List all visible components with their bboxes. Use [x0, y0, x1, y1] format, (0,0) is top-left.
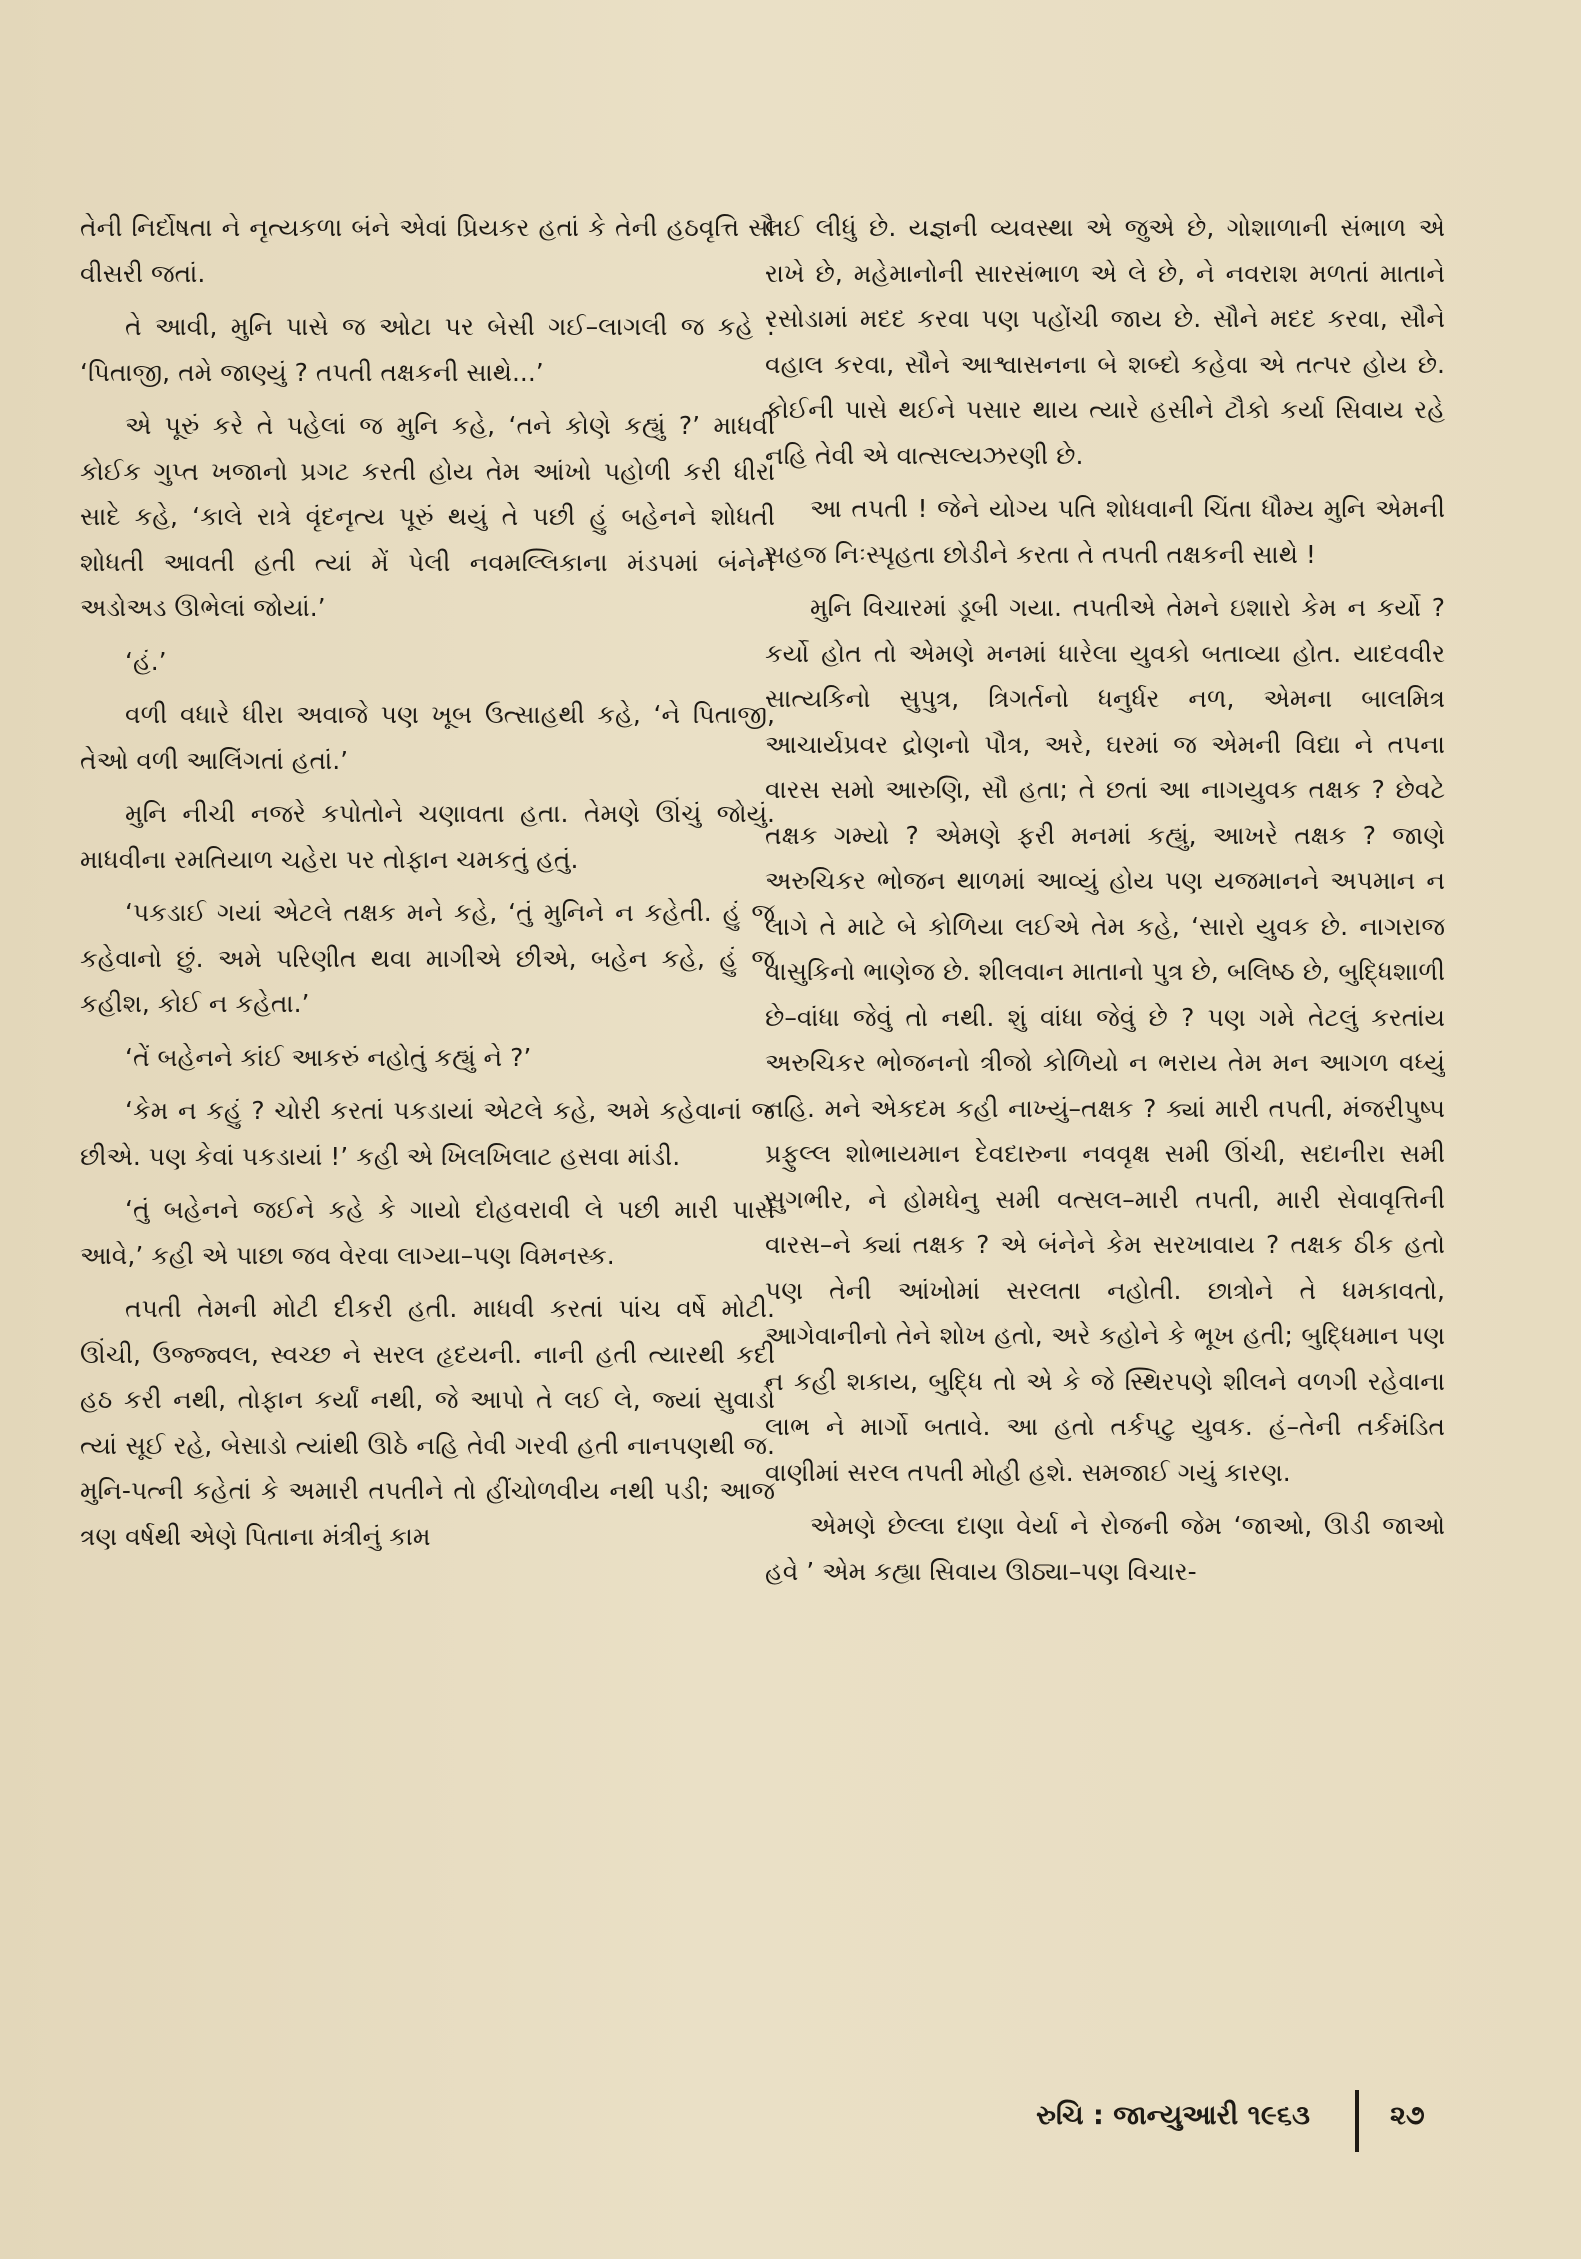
- paragraph: ‘તું બહેનને જઈને કહે કે ગાયો દોહવરાવી લે પછી મારી પાસે આવે,’ કહી એ પાછા જવ વેરવા લાગ્યા–પણ વિમનસ્ક.: [80, 1195, 775, 1270]
- paragraph: તેની નિર્દોષતા ને નૃત્યકળા બંને એવાં પ્રિયકર હતાં કે તેની હઠવૃત્તિ સૌ વીસરી જતાં.: [80, 213, 775, 288]
- paragraph: મુનિ નીચી નજરે કપોતોને ચણાવતા હતા. તેમણે ઊંચું જોયું. માધવીના રમતિયાળ ચહેરા પર તોફાન ચમકતું હતું.: [80, 799, 775, 874]
- footer-divider: [1355, 2090, 1359, 2152]
- paragraph: લઈ લીધું છે. યજ્ઞની વ્યવસ્થા એ જુએ છે, ગોશાળાની સંભાળ એ રાખે છે, મહેમાનોની સારસંભાળ એ લે છે, ને નવરાશ મળતાં માતાને રસોડામાં મદદ કરવા પણ પહોંચી જાય છે. સૌને મદદ કરવા, સૌને વહાલ કરવા, સૌને આશ્વાસનના બે શબ્દો કહેવા એ તત્પર હોય છે. કોઈની પાસે થઈને પસાર થાય ત્યારે હસીને ટૌકો કર્યા સિવાય રહે નહિ તેવી એ વાત્સલ્યઝરણી છે.: [765, 213, 1445, 470]
- paragraph: મુનિ વિચારમાં ડૂબી ગયા. તપતીએ તેમને ઇશારો કેમ ન કર્યો ? કર્યો હોત તો એમણે મનમાં ધારેલા યુવકો બતાવ્યા હોત. યાદવવીર સાત્યકિનો સુપુત્ર, ત્રિગર્તનો ધનુર્ધર નળ, એમના બાલમિત્ર આચાર્યપ્રવર દ્રોણનો પૌત્ર, અરે, ઘરમાં જ એમની વિદ્યા ને તપના વારસ સમો આરુણિ, સૌ હતા; તે છતાં આ નાગયુવક તક્ષક ? છેવટે તક્ષક ગમ્યો ? એમણે ફરી મનમાં કહ્યું, આખરે તક્ષક ? જાણે અરુચિકર ભોજન થાળમાં આવ્યું હોય પણ યજમાનને અપમાન ન લાગે તે માટે બે કોળિયા લઈએ તેમ કહે, ‘સારો યુવક છે. નાગરાજ વાસુકિનો ભાણેજ છે. શીલવાન માતાનો પુત્ર છે, બલિષ્ઠ છે, બુદ્ધિશાળી છે–વાંધા જેવું તો નથી. શું વાંધા જેવું છે ? પણ ગમે તેટલું કરતાંય અરુચિકર ભોજનનો ત્રીજો કોળિયો ન ભરાય તેમ મન આગળ વધ્યું નહિ. મને એકદમ કહી નાખ્યું–તક્ષક ? ક્યાં મારી તપતી, મંજરીપુષ્પ પ્રફુલ્લ શોભાયમાન દેવદારુના નવવૃક્ષ સમી ઊંચી, સદાનીરા સમી સુગભીર, ને હોમધેનુ સમી વત્સલ–મારી તપતી, મારી સેવાવૃત્તિની વારસ–ને ક્યાં તક્ષક ? એ બંનેને કેમ સરખાવાય ? તક્ષક ઠીક હતો પણ તેની આંખોમાં સરલતા નહોતી. છાત્રોને તે ધમકાવતો, આગેવાનીનો તેને શોખ હતો, અરે કહોને કે ભૂખ હતી; બુદ્ધિમાન પણ ન કહી શકાય, બુદ્ધિ તો એ કે જે સ્થિરપણે શીલને વળગી રહેવાના લાભ ને માર્ગો બતાવે. આ હતો તર્કપટુ યુવક. હં–તેની તર્કમંડિત વાણીમાં સરલ તપતી મોહી હશે. સમજાઈ ગયું કારણ.: [765, 593, 1445, 1487]
- paragraph: એ પૂરું કરે તે પહેલાં જ મુનિ કહે, ‘તને કોણે કહ્યું ?’ માધવી કોઈક ગુપ્ત ખજાનો પ્રગટ કરતી હોય તેમ આંખો પહોળી કરી ધીરા સાદે કહે, ‘કાલે રાત્રે વૃંદનૃત્ય પૂરું થયું તે પછી હું બહેનને શોધતી શોધતી આવતી હતી ત્યાં મેં પેલી નવમલ્લિકાના મંડપમાં બંનેને અડોઅડ ઊભેલાં જોયાં.’: [80, 411, 775, 622]
- paragraph: ‘પકડાઈ ગયાં એટલે તક્ષક મને કહે, ‘તું મુનિને ન કહેતી. હું જ કહેવાનો છું. અમે પરિણીત થવા માગીએ છીએ, બહેન કહે, હું જ કહીશ, કોઈ ન કહેતા.’: [80, 898, 775, 1018]
- paragraph: વળી વધારે ધીરા અવાજે પણ ખૂબ ઉત્સાહથી કહે, ‘ને પિતાજી, તેઓ વળી આલિંગતાં હતાં.’: [80, 700, 775, 775]
- paragraph: તે આવી, મુનિ પાસે જ ઓટા પર બેસી ગઈ–લાગલી જ કહે : ‘પિતાજી, તમે જાણ્યું ? તપતી તક્ષકની સાથે...’: [80, 312, 775, 387]
- paragraph: ‘તેં બહેનને કાંઈ આકરું નહોતું કહ્યું ને ?’: [125, 1042, 532, 1072]
- magazine-issue-label: રુચિ : જાન્યુઆરી ૧૯૬૩: [1036, 2100, 1310, 2131]
- page-footer: [960, 2090, 1460, 2150]
- paragraph: તપતી તેમની મોટી દીકરી હતી. માધવી કરતાં પાંચ વર્ષે મોટી. ઊંચી, ઉજ્જ્વલ, સ્વચ્છ ને સરલ હૃદયની. નાની હતી ત્યારથી કદી હઠ કરી નથી, તોફાન કર્યાં નથી, જે આપો તે લઈ લે, જ્યાં સુવાડો ત્યાં સૂઈ રહે, બેસાડો ત્યાંથી ઊઠે નહિ તેવી ગરવી હતી નાનપણથી જ. મુનિ-પત્ની કહેતાં કે અમારી તપતીને તો હીંચોળવીય નથી પડી; આજ ત્રણ વર્ષથી એણે પિતાના મંત્રીનું કામ: [80, 1294, 775, 1551]
- paragraph: ‘કેમ ન કહું ? ચોરી કરતાં પકડાયાં એટલે કહે, અમે કહેવાનાં જ છીએ. પણ કેવાં પકડાયાં !’ કહી એ ખિલખિલાટ હસવા માંડી.: [80, 1096, 775, 1171]
- paragraph: ‘હં.’: [125, 646, 167, 676]
- paragraph: એમણે છેલ્લા દાણા વેર્યા ને રોજની જેમ ‘જાઓ, ઊડી જાઓ હવે ’ એમ કહ્યા સિવાય ઊઠ્યા–પણ વિચાર-: [765, 1511, 1445, 1586]
- page-number: ૨૭: [1390, 2100, 1425, 2131]
- paragraph: આ તપતી ! જેને યોગ્ય પતિ શોધવાની ચિંતા ધૌમ્ય મુનિ એમની સહજ નિઃસ્પૃહતા છોડીને કરતા તે તપતી તક્ષકની સાથે !: [765, 494, 1445, 569]
- right-column: [765, 205, 1445, 2040]
- left-column: [80, 205, 775, 2040]
